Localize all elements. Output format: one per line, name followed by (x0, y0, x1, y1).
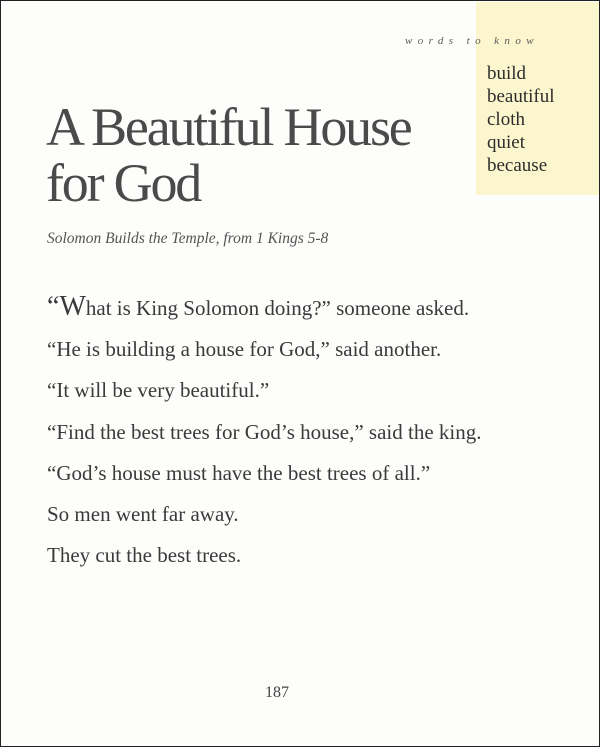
story-line: “God’s house must have the best trees of all.” (47, 460, 431, 485)
story-line: “Find the best trees for God’s house,” said the king. (47, 419, 482, 444)
story-title-line: for God (46, 153, 201, 213)
story-line: So men went far away. (47, 501, 239, 526)
story-line (47, 288, 567, 329)
story-text (47, 288, 567, 576)
story-subtitle: Solomon Builds the Temple, from 1 Kings 5-8 (47, 230, 329, 247)
story-line: “He is building a house for God,” said another. (47, 337, 442, 362)
page-number: 187 (265, 684, 289, 701)
story-title-line: A Beautiful House (46, 97, 411, 157)
words-to-know-header: words to know (405, 35, 539, 47)
story-title (46, 99, 466, 211)
story-first-line-text: hat is King Solomon doing?” someone asked. (85, 296, 470, 320)
vocabulary-word: quiet (487, 132, 525, 153)
vocabulary-word: build (487, 63, 527, 84)
vocabulary-word: cloth (487, 109, 525, 130)
vocabulary-list (487, 62, 555, 177)
story-dropcap: W (59, 291, 86, 322)
story-line: They cut the best trees. (47, 543, 242, 568)
vocabulary-word: beautiful (487, 86, 555, 107)
vocabulary-word: because (487, 155, 548, 176)
story-open-quote: “ (47, 291, 60, 322)
story-line: “It will be very beautiful.” (47, 378, 270, 403)
